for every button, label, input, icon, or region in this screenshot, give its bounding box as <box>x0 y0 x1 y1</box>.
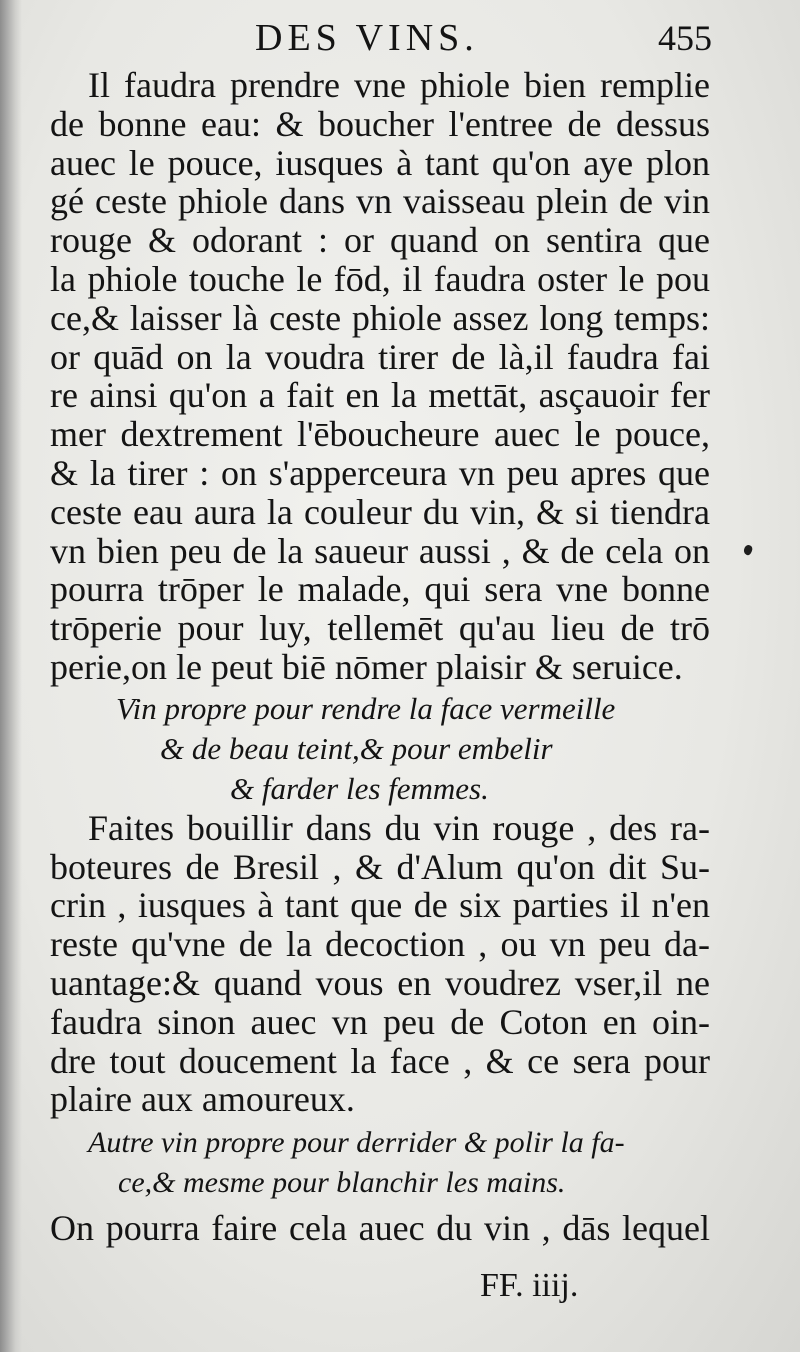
page-number: 455 <box>658 18 712 58</box>
text-line: Faites bouillir dans du vin rouge , des ra- <box>88 807 710 848</box>
page-header <box>0 14 800 60</box>
heading-line: & farder les femmes. <box>230 770 489 806</box>
text-line: auec le pouce, iusques à tant qu'on aye plon <box>50 142 710 183</box>
running-title: DES VINS. <box>255 17 479 59</box>
section-heading-2 <box>50 1123 710 1203</box>
paragraph-1 <box>50 66 710 687</box>
text-line: Il faudra prendre vne phiole bien remplie <box>88 65 710 105</box>
text-line: pourra trōper le malade, qui sera vne bonne <box>50 569 710 610</box>
page-gutter-shadow <box>0 0 22 1352</box>
text-line: faudra sinon auec vn peu de Coton en oin- <box>50 1001 710 1042</box>
ink-speck <box>742 544 753 556</box>
paragraph-3 <box>50 1209 710 1248</box>
text-line: rouge & odorant : or quand on sentira que <box>50 220 710 261</box>
signature-mark: FF. iiij. <box>480 1267 579 1304</box>
text-line: On pourra faire cela auec du vin , dās lequel <box>50 1208 710 1249</box>
section-heading-1 <box>50 689 710 809</box>
text-line: gé ceste phiole dans vn vaisseau plein de vin <box>50 181 710 222</box>
text-line: reste qu'vne de la decoction , ou vn peu da- <box>50 924 710 965</box>
text-line: perie,on le peut biē nōmer plaisir & seruice. <box>50 646 683 687</box>
text-line: trōperie pour luy, tellemēt qu'au lieu de trō <box>50 608 710 649</box>
text-line: de bonne eau: & boucher l'entree de dessus <box>50 103 710 144</box>
text-line: plaire aux amoureux. <box>50 1079 355 1120</box>
text-line: re ainsi qu'on a fait en la mettāt, asçauoir fer <box>50 375 710 416</box>
text-line: vn bien peu de la saueur aussi , & de cela on <box>50 530 710 571</box>
text-line: crin , iusques à tant que de six parties il n'en <box>50 885 710 926</box>
text-line: uantage:& quand vous en voudrez vser,il ne <box>50 962 710 1003</box>
text-line: mer dextrement l'ēboucheure auec le pouce, <box>50 414 710 455</box>
text-line: dre tout doucement la face , & ce sera pour <box>50 1040 710 1081</box>
text-line: ce,& laisser là ceste phiole assez long temps: <box>50 297 710 338</box>
text-line: or quād on la voudra tirer de là,il faudra fai <box>50 336 710 377</box>
text-line: & la tirer : on s'apperceura vn peu apres que <box>50 452 710 493</box>
heading-line: & de beau teint,& pour embelir <box>160 730 553 766</box>
text-line: la phiole touche le fōd, il faudra oster le pou <box>50 258 710 299</box>
text-line: boteures de Bresil , & d'Alum qu'on dit Su- <box>50 846 710 887</box>
heading-line: ce,& mesme pour blanchir les mains. <box>118 1166 566 1200</box>
heading-line: Vin propre pour rendre la face vermeille <box>116 690 616 726</box>
heading-line: Autre vin propre pour derrider & polir la fa- <box>88 1126 625 1160</box>
paragraph-2 <box>50 809 710 1119</box>
page-body <box>50 66 710 1248</box>
text-line: ceste eau aura la couleur du vin, & si tiendra <box>50 491 710 532</box>
